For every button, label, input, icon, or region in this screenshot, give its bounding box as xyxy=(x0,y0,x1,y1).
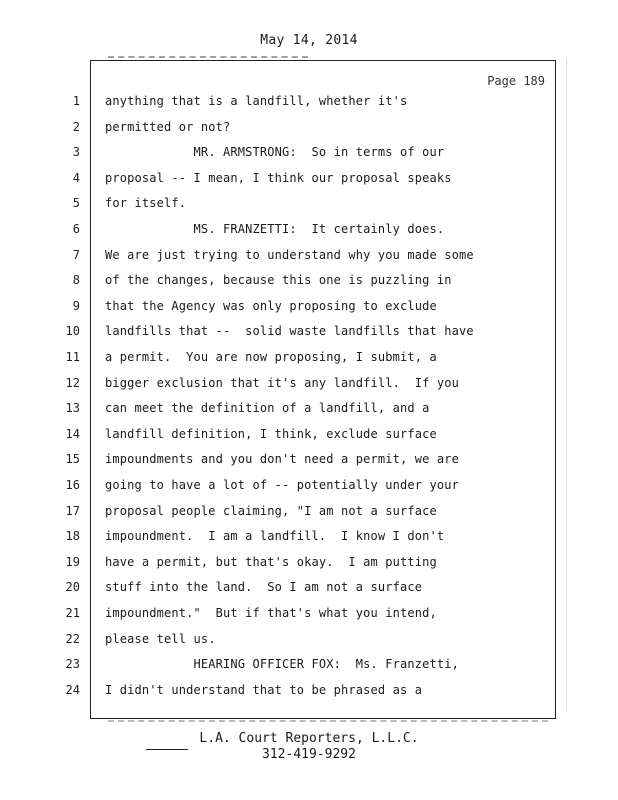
transcript-line: that the Agency was only proposing to exclude xyxy=(105,299,437,313)
transcript-line: of the changes, because this one is puzzling in xyxy=(105,273,452,287)
transcript-line: HEARING OFFICER FOX: Ms. Franzetti, xyxy=(105,657,459,671)
transcript-line: landfills that -- solid waste landfills that have xyxy=(105,324,474,338)
transcript-line: proposal -- I mean, I think our proposal speaks xyxy=(105,171,452,185)
line-number: 12 xyxy=(65,376,80,390)
line-number: 17 xyxy=(65,504,80,518)
transcript-line: landfill definition, I think, exclude surface xyxy=(105,427,437,441)
court-reporter-phone: 312-419-9292 xyxy=(262,747,356,762)
transcript-line: stuff into the land. So I am not a surface xyxy=(105,580,423,594)
transcript-line: impoundment." But if that's what you intend, xyxy=(105,606,437,620)
line-number: 7 xyxy=(72,248,80,262)
transcript-line: anything that is a landfill, whether it's xyxy=(105,94,408,108)
transcript-line: impoundment. I am a landfill. I know I don't xyxy=(105,529,445,543)
line-number: 4 xyxy=(72,171,80,185)
court-reporter-name: L.A. Court Reporters, L.L.C. xyxy=(199,731,419,746)
transcript-line: bigger exclusion that it's any landfill. If you xyxy=(105,376,459,390)
line-number: 24 xyxy=(65,683,80,697)
line-number: 8 xyxy=(72,273,80,287)
transcript-line: We are just trying to understand why you made some xyxy=(105,248,474,262)
transcript-line: proposal people claiming, "I am not a surface xyxy=(105,504,437,518)
line-number: 21 xyxy=(65,606,80,620)
page-number: Page 189 xyxy=(487,74,545,88)
line-number: 18 xyxy=(65,529,80,543)
line-number: 9 xyxy=(72,299,80,313)
transcript-line: permitted or not? xyxy=(105,120,231,134)
line-number: 3 xyxy=(72,145,80,159)
transcript-line: MS. FRANZETTI: It certainly does. xyxy=(105,222,445,236)
transcript-line: a permit. You are now proposing, I submit, a xyxy=(105,350,437,364)
transcript-line: can meet the definition of a landfill, and a xyxy=(105,401,430,415)
line-number: 14 xyxy=(65,427,80,441)
line-number: 16 xyxy=(65,478,80,492)
line-number: 23 xyxy=(65,657,80,671)
line-number: 13 xyxy=(65,401,80,415)
line-number: 6 xyxy=(72,222,80,236)
margin-scan-artifact xyxy=(566,60,569,710)
transcript-line: going to have a lot of -- potentially under your xyxy=(105,478,459,492)
line-number: 5 xyxy=(72,196,80,210)
page-date: May 14, 2014 xyxy=(260,33,358,48)
line-number: 2 xyxy=(72,120,80,134)
transcript-line: for itself. xyxy=(105,196,187,210)
line-number: 1 xyxy=(72,94,80,108)
line-number: 22 xyxy=(65,632,80,646)
transcript-line: I didn't understand that to be phrased as a xyxy=(105,683,423,697)
transcript-line: please tell us. xyxy=(105,632,216,646)
bottom-scan-artifact xyxy=(108,720,548,724)
line-number: 20 xyxy=(65,580,80,594)
transcript-line: have a permit, but that's okay. I am putting xyxy=(105,555,437,569)
transcript-line: impoundments and you don't need a permit, we are xyxy=(105,452,459,466)
line-number: 10 xyxy=(65,324,80,338)
line-number: 19 xyxy=(65,555,80,569)
line-number: 15 xyxy=(65,452,80,466)
transcript-line: MR. ARMSTRONG: So in terms of our xyxy=(105,145,445,159)
line-number: 11 xyxy=(65,350,80,364)
